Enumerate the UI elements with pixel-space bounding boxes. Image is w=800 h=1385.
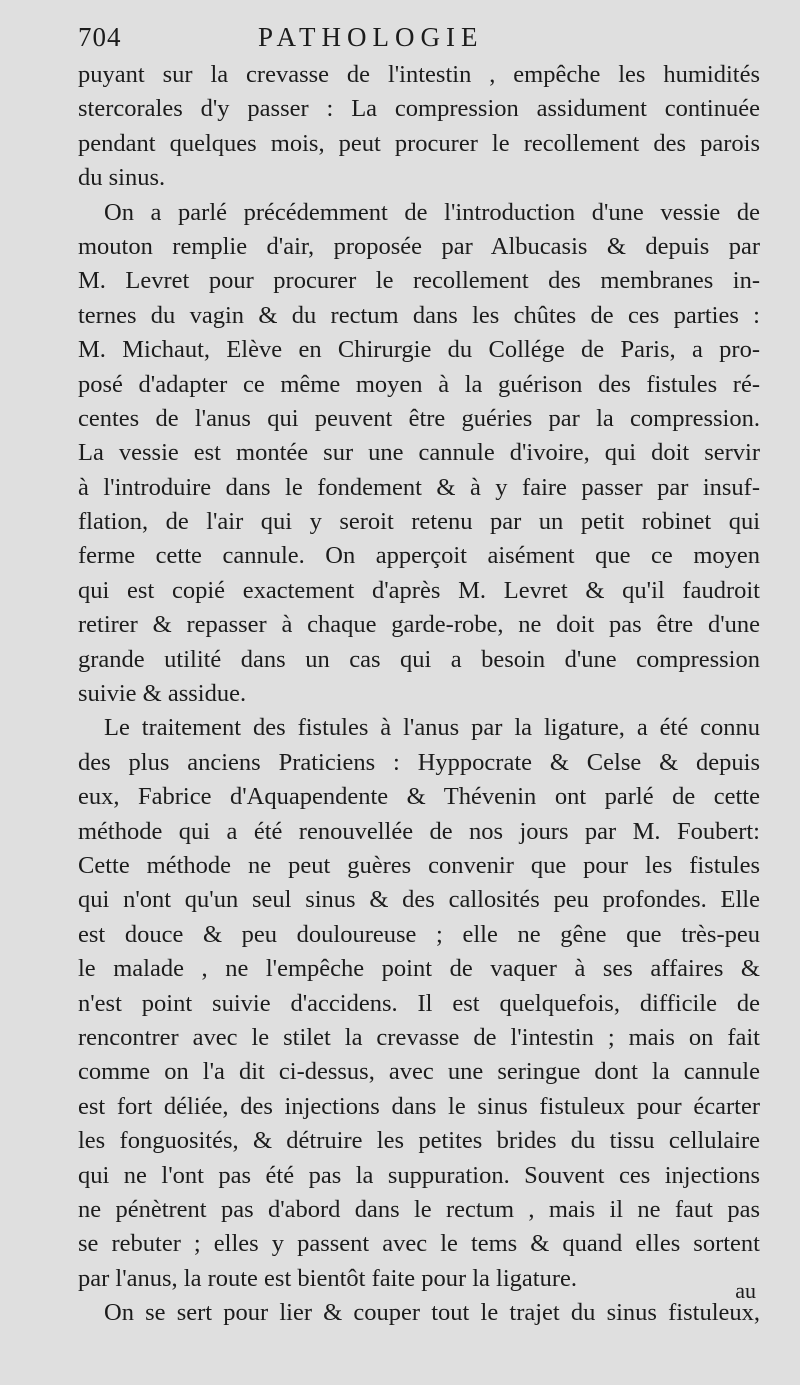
text-line: le malade , ne l'empêche point de vaquer à ses affaires &	[78, 955, 760, 983]
text-line: rencontrer avec le stilet la crevasse de l'intestin ; mais on fait	[78, 1023, 760, 1051]
text-line: Le traitement des fistules à l'anus par la ligature, a été connu	[104, 714, 760, 742]
text-line: M. Michaut, Elève en Chirurgie du Collége de Paris, a pro-	[78, 336, 760, 364]
text-line: qui n'ont qu'un seul sinus & des callosités peu profondes. Elle	[78, 886, 760, 914]
text-line: flation, de l'air qui y seroit retenu par un petit robinet qui	[78, 508, 760, 536]
text-line: puyant sur la crevasse de l'intestin , empêche les humidités	[78, 61, 760, 88]
text-line: M. Levret pour procurer le recollement des membranes in-	[78, 267, 760, 295]
text-line: méthode qui a été renouvellée de nos jours par M. Foubert:	[78, 817, 760, 845]
text-line: ternes du vagin & du rectum dans les chûtes de ces parties :	[78, 301, 760, 329]
text-line: centes de l'anus qui peuvent être guéries par la compression.	[78, 404, 760, 432]
catchword: au	[735, 1278, 756, 1303]
text-line: les fonguosités, & détruire les petites brides du tissu cellulaire	[78, 1127, 760, 1155]
text-line: Cette méthode ne peut guères convenir que pour les fistules	[78, 851, 760, 879]
text-line: qui ne l'ont pas été pas la suppuration. Souvent ces injections	[78, 1161, 760, 1189]
text-line: mouton remplie d'air, proposée par Albucasis & depuis par	[78, 232, 760, 260]
text-line: est douce & peu douloureuse ; elle ne gêne que très-peu	[78, 920, 760, 948]
text-line: est fort déliée, des injections dans le sinus fistuleux pour écarter	[78, 1092, 760, 1120]
text-line: se rebuter ; elles y passent avec le tems & quand elles sortent	[78, 1230, 760, 1258]
text-line: n'est point suivie d'accidens. Il est quelquefois, difficile de	[78, 989, 760, 1017]
text-line: On a parlé précédemment de l'introduction d'une vessie de	[104, 198, 760, 226]
text-line: du sinus.	[78, 164, 166, 192]
text-line: grande utilité dans un cas qui a besoin d'une compression	[78, 645, 760, 673]
text-line: suivie & assidue.	[78, 680, 247, 708]
text-line: qui est copié exactement d'après M. Levret & qu'il faudroit	[78, 576, 760, 604]
text-line: eux, Fabrice d'Aquapendente & Thévenin ont parlé de cette	[78, 783, 760, 811]
text-line: à l'introduire dans le fondement & à y faire passer par insuf-	[78, 473, 760, 501]
text-line: retirer & repasser à chaque garde-robe, ne doit pas être d'une	[78, 611, 760, 639]
text-line: On se sert pour lier & couper tout le trajet du sinus fistuleux,	[104, 1299, 760, 1327]
page-number: 704	[78, 22, 122, 52]
text-line: des plus anciens Praticiens : Hyppocrate & Celse & depuis	[78, 748, 760, 776]
text-line: La vessie est montée sur une cannule d'ivoire, qui doit servir	[78, 439, 760, 467]
text-line: posé d'adapter ce même moyen à la guérison des fistules ré-	[78, 370, 760, 398]
text-line: comme on l'a dit ci-dessus, avec une seringue dont la cannule	[78, 1058, 760, 1086]
running-title: PATHOLOGIE	[258, 22, 484, 52]
body-text	[78, 58, 760, 1330]
text-line: par l'anus, la route est bientôt faite pour la ligature.	[78, 1264, 578, 1292]
text-line: ne pénètrent pas d'abord dans le rectum , mais il ne faut pas	[78, 1195, 760, 1223]
text-line: pendant quelques mois, peut procurer le recollement des parois	[78, 129, 760, 157]
page-header	[78, 22, 758, 62]
text-line: ferme cette cannule. On apperçoit aisément que ce moyen	[78, 542, 760, 570]
text-line: stercorales d'y passer : La compression assidument continuée	[78, 95, 760, 123]
